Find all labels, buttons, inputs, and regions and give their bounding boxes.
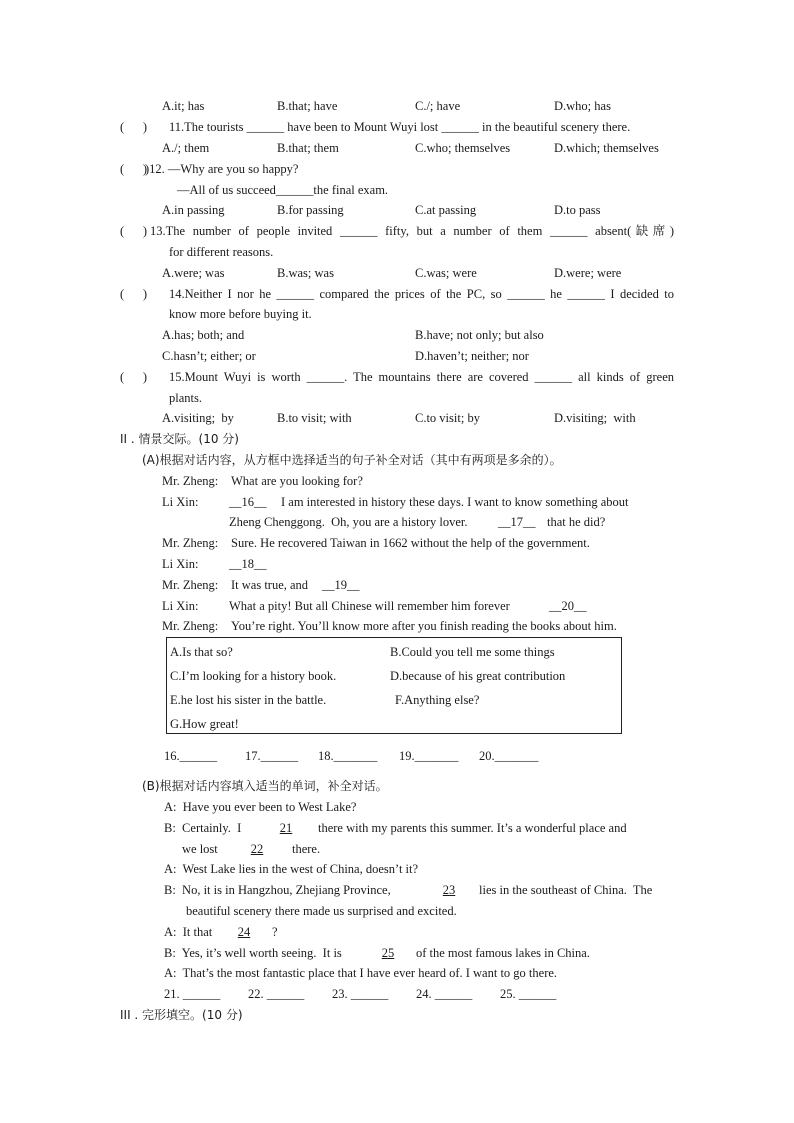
dialog-a-line-5: It was true, and xyxy=(231,578,309,592)
q14-option-b: B.have; not only; but also xyxy=(415,328,544,342)
section-2-title: II . 情景交际。(10 分) xyxy=(120,432,239,446)
q14-option-a: A.has; both; and xyxy=(162,328,245,342)
box-option-f: F.Anything else? xyxy=(395,693,480,707)
blank-25[interactable]: 25 xyxy=(381,946,395,960)
box-option-d: D.because of his great contribution xyxy=(390,669,566,683)
answer-19[interactable]: 19._______ xyxy=(399,749,459,763)
q11-stem: 11.The tourists ______ have been to Mount Wuyi lost ______ in the beautiful scenery there. xyxy=(169,120,631,134)
q15-option-c: C.to visit; by xyxy=(415,411,480,425)
q13-stem-line2: for different reasons. xyxy=(169,245,274,259)
dialog-a-line-6: What a pity! But all Chinese will remember him forever xyxy=(229,599,510,613)
blank-17[interactable]: __17__ xyxy=(498,515,536,529)
blank-20[interactable]: __20__ xyxy=(549,599,587,613)
dialog-a-speaker-4: Li Xin: xyxy=(162,557,199,571)
box-option-a: A.Is that so? xyxy=(170,645,233,659)
blank-18[interactable]: __18__ xyxy=(229,557,267,571)
dialog-b-line-9: A: That’s the most fantastic place that I have ever heard of. I want to go there. xyxy=(164,966,558,980)
dialog-b-line-7a: A: It that xyxy=(164,925,213,939)
answer-23[interactable]: 23. ______ xyxy=(332,987,389,1001)
dialog-b-line-5b: lies in the southeast of China. The xyxy=(479,883,653,897)
q13-option-d: D.were; were xyxy=(554,266,622,280)
q13-option-c: C.was; were xyxy=(415,266,477,280)
q14-option-d: D.haven’t; neither; nor xyxy=(415,349,529,363)
dialog-b-line-8a: B: Yes, it’s well worth seeing. It is xyxy=(164,946,342,960)
q13-option-a: A.were; was xyxy=(162,266,225,280)
dialog-b-line-1: A: Have you ever been to West Lake? xyxy=(164,800,357,814)
q13-answer-paren[interactable]: ( ) xyxy=(120,224,148,238)
q14-option-c: C.hasn’t; either; or xyxy=(162,349,256,363)
blank-16[interactable]: __16__ xyxy=(229,495,267,509)
blank-23[interactable]: 23 xyxy=(442,883,456,897)
box-option-c: C.I’m looking for a history book. xyxy=(170,669,337,683)
part-b-instruction: (B)根据对话内容填入适当的单词，补全对话。 xyxy=(142,779,388,793)
q12-option-d: D.to pass xyxy=(554,203,601,217)
q11-option-a: A./; them xyxy=(162,141,210,155)
answer-21[interactable]: 21. ______ xyxy=(164,987,221,1001)
blank-21[interactable]: 21 xyxy=(279,821,293,835)
q11-answer-paren[interactable]: ( ) xyxy=(120,120,148,134)
dialog-a-line-2b: Zheng Chenggong. Oh, you are a history lover. xyxy=(229,515,468,529)
q14-stem-line2: know more before buying it. xyxy=(169,307,312,321)
dialog-b-line-6: beautiful scenery there made us surprised and excited. xyxy=(186,904,457,918)
dialog-a-speaker-3: Mr. Zheng: xyxy=(162,536,219,550)
q12-answer-paren[interactable]: ( ) xyxy=(120,162,148,176)
dialog-a-speaker-5: Mr. Zheng: xyxy=(162,578,219,592)
dialog-a-line-1: What are you looking for? xyxy=(231,474,363,488)
dialog-a-speaker-2: Li Xin: xyxy=(162,495,199,509)
q15-stem-line2: plants. xyxy=(169,391,202,405)
q13-stem: 13.The number of people invited ______ fifty, but a number of them ______ absent(缺席) xyxy=(150,224,674,238)
q10-option-b: B.that; have xyxy=(277,99,338,113)
dialog-b-line-5a: B: No, it is in Hangzhou, Zhejiang Province, xyxy=(164,883,391,897)
q14-answer-paren[interactable]: ( ) xyxy=(120,287,148,301)
dialog-b-line-8b: of the most famous lakes in China. xyxy=(416,946,590,960)
q12-option-b: B.for passing xyxy=(277,203,344,217)
dialog-a-line-7: You’re right. You’ll know more after you finish reading the books about him. xyxy=(231,619,617,633)
q15-option-b: B.to visit; with xyxy=(277,411,352,425)
dialog-a-speaker-6: Li Xin: xyxy=(162,599,199,613)
q12-option-a: A.in passing xyxy=(162,203,225,217)
dialog-b-line-3b: there. xyxy=(292,842,321,856)
dialog-b-line-2a: B: Certainly. I xyxy=(164,821,242,835)
dialog-b-line-7b: ? xyxy=(272,925,278,939)
dialog-a-line-3: Sure. He recovered Taiwan in 1662 without the help of the government. xyxy=(231,536,590,550)
dialog-a-speaker-1: Mr. Zheng: xyxy=(162,474,219,488)
dialog-a-speaker-7: Mr. Zheng: xyxy=(162,619,219,633)
q11-option-c: C.who; themselves xyxy=(415,141,511,155)
answer-18[interactable]: 18._______ xyxy=(318,749,378,763)
answer-17[interactable]: 17.______ xyxy=(245,749,299,763)
answer-22[interactable]: 22. ______ xyxy=(248,987,305,1001)
answer-16[interactable]: 16.______ xyxy=(164,749,218,763)
q15-stem: 15.Mount Wuyi is worth ______. The mountains there are covered ______ all kinds of green xyxy=(169,370,674,384)
q10-option-d: D.who; has xyxy=(554,99,611,113)
dialog-b-line-4: A: West Lake lies in the west of China, doesn’t it? xyxy=(164,862,419,876)
dialog-b-line-2b: there with my parents this summer. It’s a wonderful place and xyxy=(318,821,627,835)
box-option-g: G.How great! xyxy=(170,717,239,731)
q14-stem: 14.Neither I nor he ______ compared the prices of the PC, so ______ he ______ I decided to xyxy=(169,287,674,301)
dialog-a-line-2: I am interested in history these days. I want to know something about xyxy=(281,495,629,509)
q15-option-d: D.visiting; with xyxy=(554,411,636,425)
q15-option-a: A.visiting; by xyxy=(162,411,234,425)
box-option-e: E.he lost his sister in the battle. xyxy=(170,693,327,707)
q10-option-a: A.it; has xyxy=(162,99,205,113)
q15-answer-paren[interactable]: ( ) xyxy=(120,370,148,384)
q12-stem: )12. —Why are you so happy? xyxy=(145,162,299,176)
q11-option-d: D.which; themselves xyxy=(554,141,659,155)
box-option-b: B.Could you tell me some things xyxy=(390,645,555,659)
answer-25[interactable]: 25. ______ xyxy=(500,987,557,1001)
q11-option-b: B.that; them xyxy=(277,141,339,155)
dialog-b-line-3a: we lost xyxy=(182,842,218,856)
part-a-instruction: (A)根据对话内容，从方框中选择适当的句子补全对话（其中有两项是多余的）。 xyxy=(142,453,562,467)
blank-19[interactable]: __19__ xyxy=(322,578,360,592)
dialog-a-line-2c: that he did? xyxy=(547,515,606,529)
q12-option-c: C.at passing xyxy=(415,203,477,217)
q13-option-b: B.was; was xyxy=(277,266,334,280)
section-3-title: III . 完形填空。(10 分) xyxy=(120,1008,243,1022)
blank-24[interactable]: 24 xyxy=(237,925,251,939)
answer-20[interactable]: 20._______ xyxy=(479,749,539,763)
q10-option-c: C./; have xyxy=(415,99,461,113)
blank-22[interactable]: 22 xyxy=(250,842,264,856)
q12-stem-line2: —All of us succeed______the final exam. xyxy=(177,183,389,197)
answer-24[interactable]: 24. ______ xyxy=(416,987,473,1001)
